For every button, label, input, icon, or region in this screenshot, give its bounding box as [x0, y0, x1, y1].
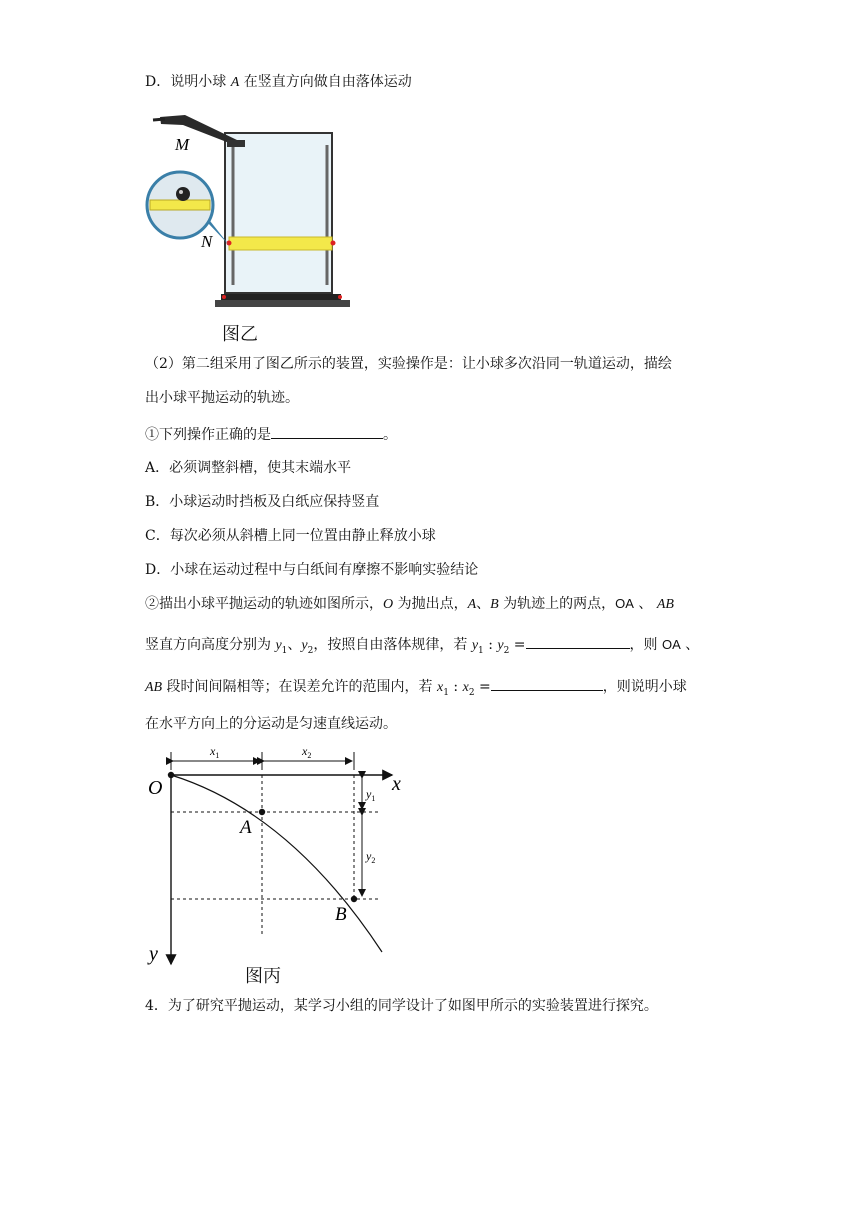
label-o: O — [148, 777, 163, 799]
yellow-catch-band — [229, 237, 332, 250]
q1-line: ①下列操作正确的是 。 — [145, 424, 397, 445]
part2-line1: （2）第二组采用了图乙所示的装置，实验操作是：让小球多次沿同一轨道运动，描绘 — [145, 356, 672, 372]
point-a — [259, 809, 265, 815]
q2-line1: ②描出小球平抛运动的轨迹如图所示，O 为抛出点，A、B 为轨迹上的两点，OA 、 AB — [145, 596, 674, 612]
label-x2: $x_2$ — [302, 744, 312, 760]
x-ratio-blank[interactable] — [491, 676, 603, 691]
q2-line2: 竖直方向高度分别为 $y_1$、$y_2$，按照自由落体规律，若 $y_1$ : $y_2$ = ，则 OA 、 — [145, 634, 699, 661]
option-c: C．每次必须从斜槽上同一位置由静止释放小球 — [145, 528, 436, 544]
label-x-axis: x — [392, 773, 401, 795]
trajectory-curve — [171, 775, 382, 952]
point-b — [351, 896, 357, 902]
label-y1: $y_1$ — [366, 787, 376, 803]
option-b: B．小球运动时挡板及白纸应保持竖直 — [145, 494, 380, 510]
part2-line2: 出小球平抛运动的轨迹。 — [145, 390, 299, 406]
apparatus-figure — [145, 100, 350, 315]
question-4: 4．为了研究平抛运动，某学习小组的同学设计了如图甲所示的实验装置进行探究。 — [145, 998, 658, 1014]
inclined-ramp — [160, 115, 237, 146]
q1-answer-blank[interactable] — [271, 424, 383, 439]
label-n: N — [201, 232, 213, 251]
ball-icon — [176, 187, 190, 201]
option-a: A．必须调整斜槽，使其末端水平 — [145, 460, 352, 476]
point-o — [168, 772, 174, 778]
label-y-axis: y — [149, 943, 158, 965]
figure-c-caption: 图丙 — [245, 966, 281, 987]
q2-line4: 在水平方向上的分运动是匀速直线运动。 — [145, 716, 397, 732]
white-paper-panel — [225, 133, 332, 293]
figure-b-caption: 图乙 — [222, 324, 258, 345]
option-d: D．小球在运动过程中与白纸间有摩擦不影响实验结论 — [145, 562, 479, 578]
label-m: M — [175, 135, 190, 154]
label-x1: $x_1$ — [210, 744, 220, 760]
label-a: A — [240, 817, 252, 838]
option-d-top: D．说明小球 A 在竖直方向做自由落体运动 — [145, 74, 412, 90]
label-b: B — [335, 904, 347, 925]
y-ratio-blank[interactable] — [526, 634, 630, 649]
trajectory-diagram — [140, 742, 430, 972]
label-y2: $y_2$ — [366, 849, 376, 865]
q2-line3: AB 段时间间隔相等；在误差允许的范围内，若 $x_1$ : $x_2$ = ，则说明小球 — [145, 676, 687, 703]
